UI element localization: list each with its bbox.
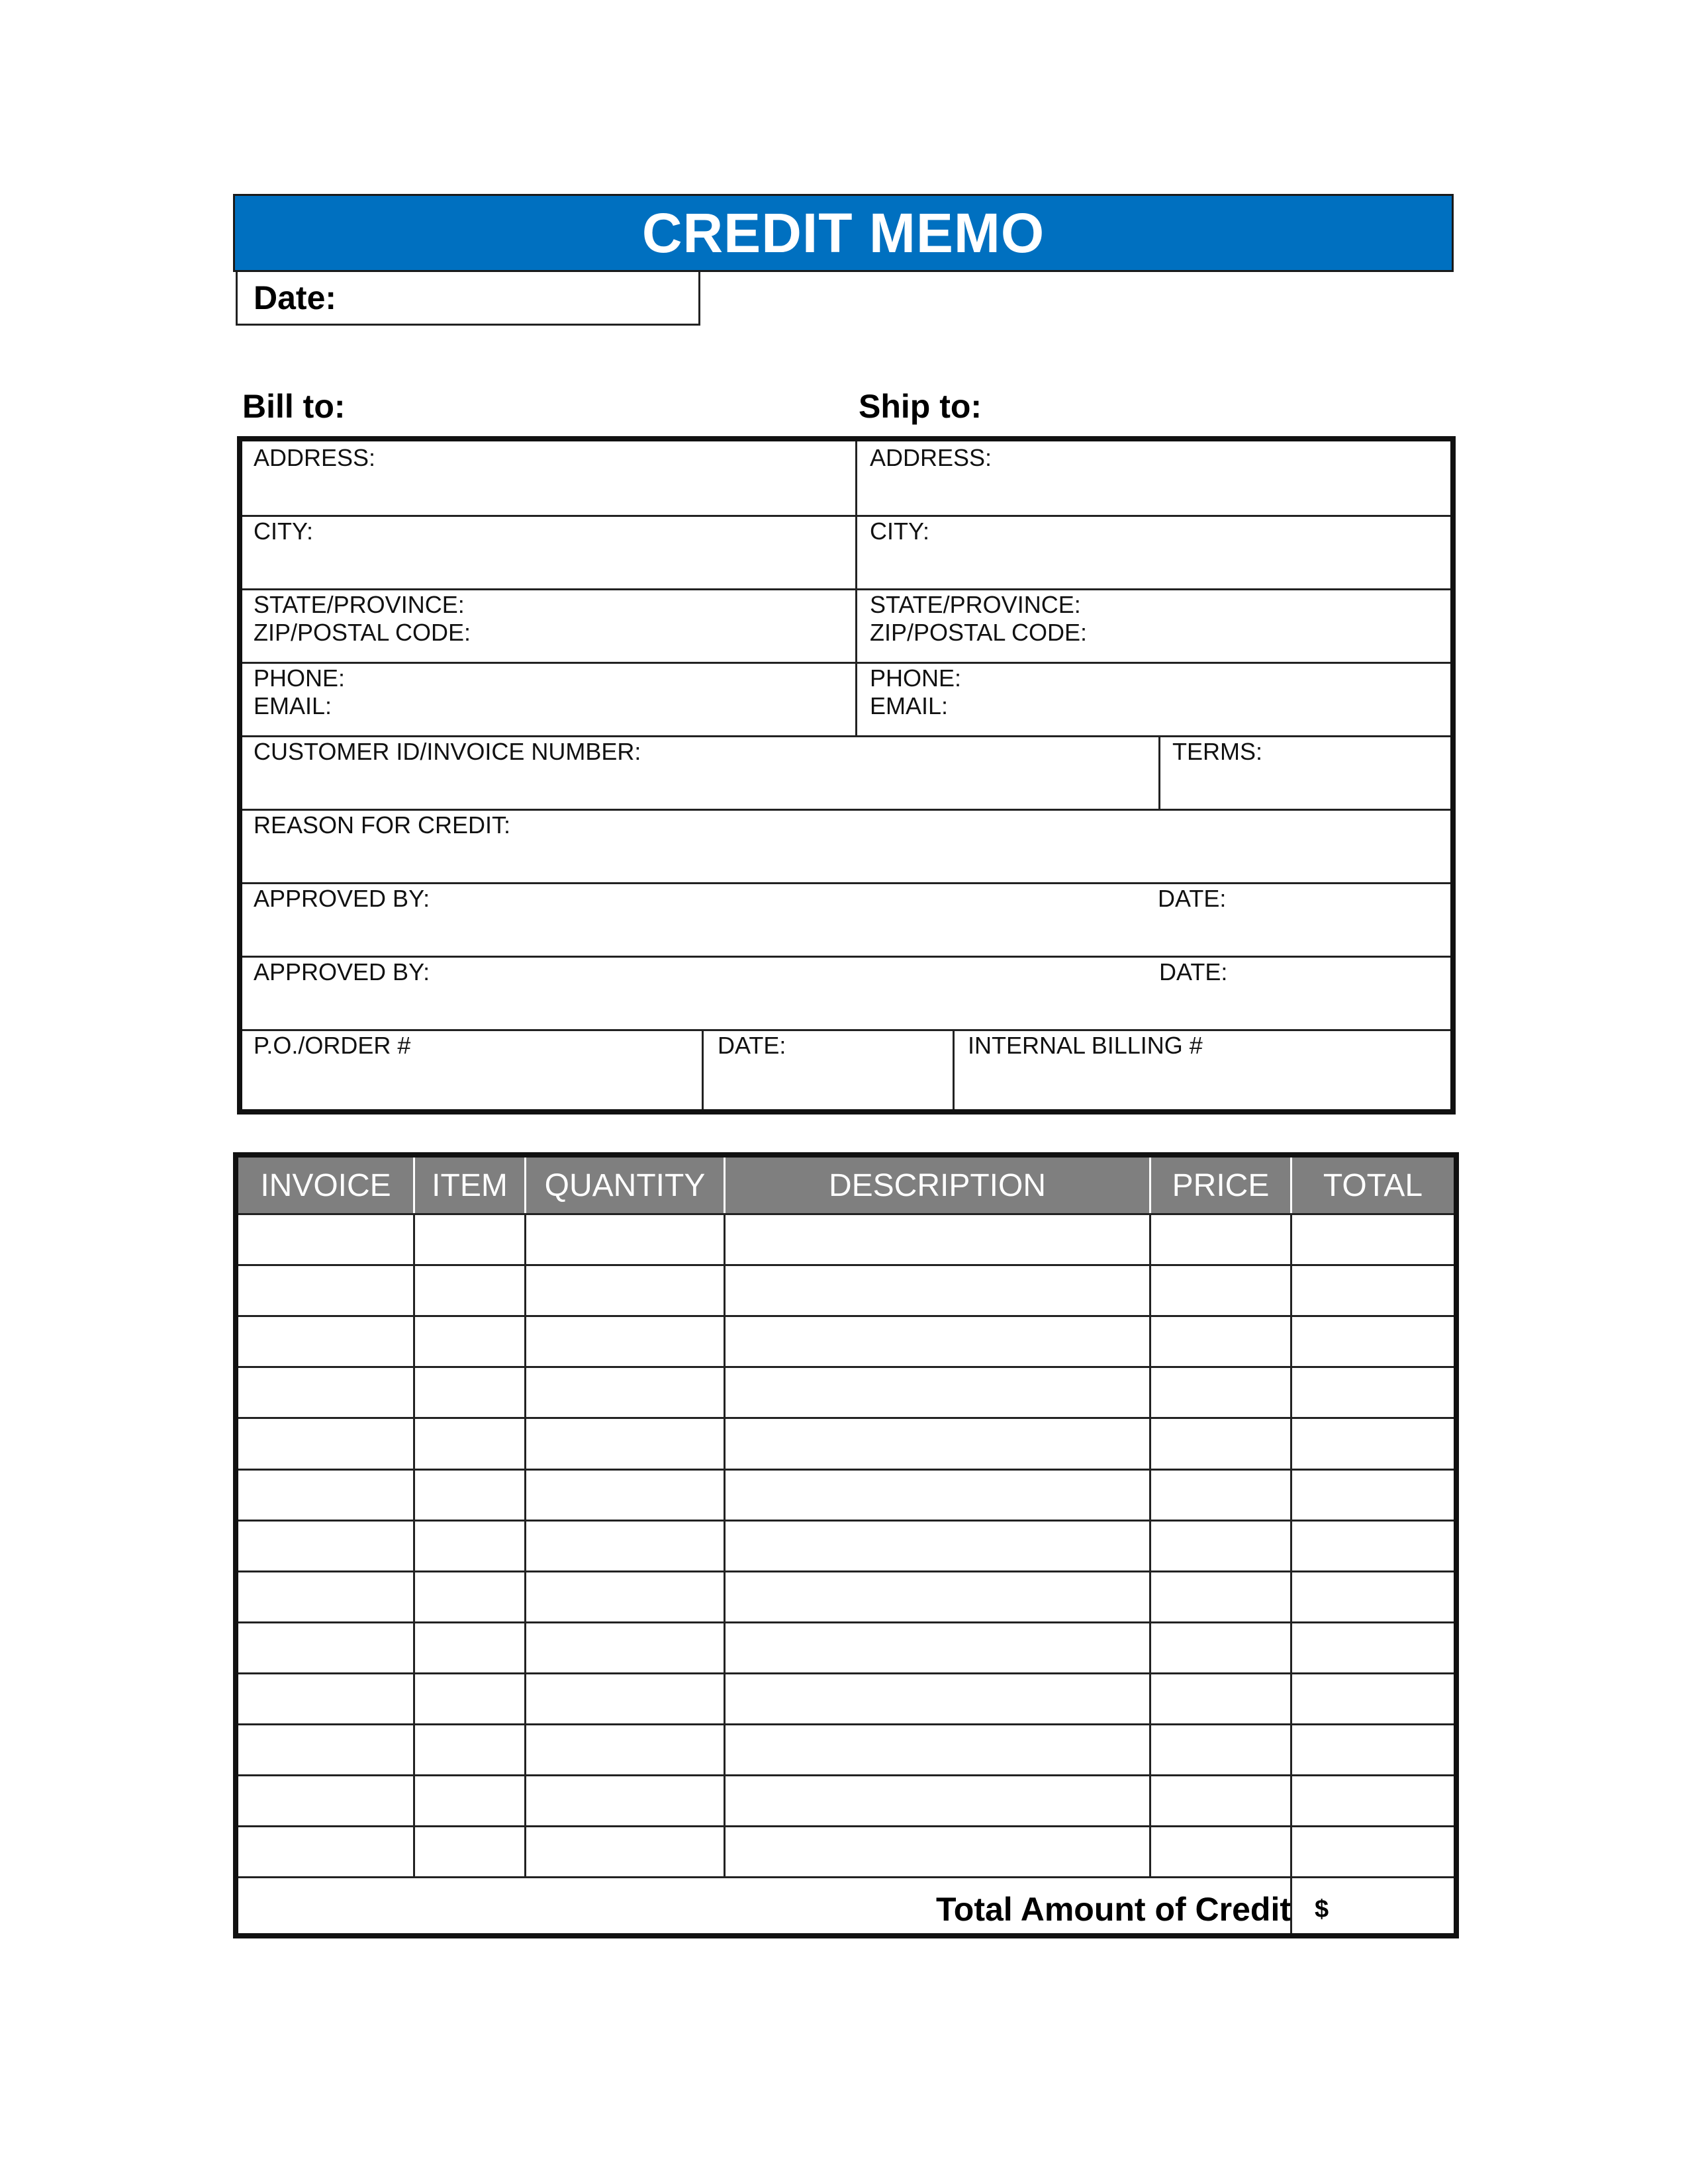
table-cell[interactable] xyxy=(526,1827,724,1876)
table-cell[interactable] xyxy=(415,1776,524,1825)
table-cell[interactable] xyxy=(238,1725,413,1774)
table-cell[interactable] xyxy=(415,1266,524,1315)
table-cell[interactable] xyxy=(415,1215,524,1264)
table-cell[interactable] xyxy=(238,1317,413,1366)
table-cell[interactable] xyxy=(526,1572,724,1621)
table-cell[interactable] xyxy=(238,1522,413,1570)
table-cell[interactable] xyxy=(1151,1419,1290,1468)
divider xyxy=(242,515,1450,517)
table-cell[interactable] xyxy=(526,1266,724,1315)
header-divider xyxy=(724,1158,726,1213)
table-cell[interactable] xyxy=(726,1215,1149,1264)
table-cell[interactable] xyxy=(726,1674,1149,1723)
table-cell[interactable] xyxy=(415,1368,524,1417)
table-cell[interactable] xyxy=(1292,1419,1454,1468)
table-cell[interactable] xyxy=(1151,1471,1290,1520)
divider xyxy=(855,441,857,735)
table-cell[interactable] xyxy=(1151,1522,1290,1570)
table-cell[interactable] xyxy=(526,1725,724,1774)
row-divider xyxy=(238,1876,1454,1878)
column-divider xyxy=(1290,1158,1292,1876)
ship-email-label: EMAIL: xyxy=(870,692,949,719)
table-cell[interactable] xyxy=(415,1827,524,1876)
table-cell[interactable] xyxy=(526,1522,724,1570)
column-header-quantity: QUANTITY xyxy=(544,1167,706,1203)
bill-phone-label: PHONE: xyxy=(254,664,346,692)
table-cell[interactable] xyxy=(726,1419,1149,1468)
divider xyxy=(1158,735,1160,809)
table-cell[interactable] xyxy=(526,1215,724,1264)
divider xyxy=(702,1029,704,1109)
table-cell[interactable] xyxy=(238,1266,413,1315)
column-divider xyxy=(1149,1158,1151,1876)
divider xyxy=(242,809,1450,811)
table-cell[interactable] xyxy=(1292,1623,1454,1672)
table-cell[interactable] xyxy=(415,1317,524,1366)
approved-by-label-2: APPROVED BY: xyxy=(254,958,430,985)
title-bar xyxy=(233,194,1454,272)
table-cell[interactable] xyxy=(1151,1266,1290,1315)
divider xyxy=(242,882,1450,884)
table-cell[interactable] xyxy=(1151,1215,1290,1264)
table-cell[interactable] xyxy=(726,1317,1149,1366)
bill-zip-label: ZIP/POSTAL CODE: xyxy=(254,619,471,646)
table-cell[interactable] xyxy=(1292,1827,1454,1876)
table-cell[interactable] xyxy=(415,1572,524,1621)
divider xyxy=(242,662,1450,664)
header-divider xyxy=(1290,1158,1292,1213)
approved-date-label-1: DATE: xyxy=(1158,885,1227,912)
table-cell[interactable] xyxy=(1292,1471,1454,1520)
table-cell[interactable] xyxy=(238,1572,413,1621)
table-cell[interactable] xyxy=(1151,1572,1290,1621)
total-amount-field[interactable]: $ xyxy=(1315,1895,1329,1923)
divider xyxy=(242,735,1450,737)
date-label: Date: xyxy=(254,279,337,316)
table-cell[interactable] xyxy=(238,1368,413,1417)
table-cell[interactable] xyxy=(526,1317,724,1366)
ship-zip-label: ZIP/POSTAL CODE: xyxy=(870,619,1088,646)
table-header xyxy=(238,1158,1454,1213)
table-cell[interactable] xyxy=(415,1522,524,1570)
table-cell[interactable] xyxy=(1151,1368,1290,1417)
ship-to-heading: Ship to: xyxy=(859,388,982,425)
table-cell[interactable] xyxy=(415,1623,524,1672)
table-cell[interactable] xyxy=(526,1419,724,1468)
table-cell[interactable] xyxy=(526,1776,724,1825)
table-cell[interactable] xyxy=(238,1827,413,1876)
table-cell[interactable] xyxy=(1292,1776,1454,1825)
table-cell[interactable] xyxy=(1292,1317,1454,1366)
table-cell[interactable] xyxy=(526,1623,724,1672)
table-cell[interactable] xyxy=(415,1419,524,1468)
table-cell[interactable] xyxy=(726,1725,1149,1774)
table-cell[interactable] xyxy=(726,1827,1149,1876)
ship-city-label: CITY: xyxy=(870,518,930,545)
divider xyxy=(242,956,1450,958)
reason-label: REASON FOR CREDIT: xyxy=(254,811,511,839)
table-cell[interactable] xyxy=(415,1471,524,1520)
page-title: CREDIT MEMO xyxy=(641,201,1045,264)
table-cell[interactable] xyxy=(726,1368,1149,1417)
table-cell[interactable] xyxy=(238,1419,413,1468)
bill-address-label: ADDRESS: xyxy=(254,444,376,471)
table-cell[interactable] xyxy=(1292,1368,1454,1417)
table-cell[interactable] xyxy=(526,1471,724,1520)
table-cell[interactable] xyxy=(1292,1522,1454,1570)
table-cell[interactable] xyxy=(415,1674,524,1723)
column-header-description: DESCRIPTION xyxy=(828,1167,1047,1203)
bill-state-label: STATE/PROVINCE: xyxy=(254,591,465,618)
date-field[interactable] xyxy=(236,272,700,326)
column-header-total: TOTAL xyxy=(1323,1167,1423,1203)
divider xyxy=(242,588,1450,590)
total-amount-label: Total Amount of Credit xyxy=(935,1891,1291,1928)
ship-address-label: ADDRESS: xyxy=(870,444,992,471)
table-cell[interactable] xyxy=(726,1266,1149,1315)
table-cell[interactable] xyxy=(238,1674,413,1723)
table-cell[interactable] xyxy=(238,1471,413,1520)
internal-billing-label: INTERNAL BILLING # xyxy=(968,1032,1203,1059)
table-cell[interactable] xyxy=(238,1623,413,1672)
column-header-item: ITEM xyxy=(432,1167,508,1203)
column-divider xyxy=(524,1158,526,1876)
po-date-label: DATE: xyxy=(718,1032,786,1059)
ship-state-label: STATE/PROVINCE: xyxy=(870,591,1081,618)
bill-city-label: CITY: xyxy=(254,518,314,545)
table-cell[interactable] xyxy=(415,1725,524,1774)
table-cell[interactable] xyxy=(1292,1572,1454,1621)
table-cell[interactable] xyxy=(1292,1215,1454,1264)
customer-id-label: CUSTOMER ID/INVOICE NUMBER: xyxy=(254,738,641,765)
bill-email-label: EMAIL: xyxy=(254,692,332,719)
table-cell[interactable] xyxy=(1292,1725,1454,1774)
divider xyxy=(953,1029,955,1109)
table-cell[interactable] xyxy=(526,1368,724,1417)
table-cell[interactable] xyxy=(1151,1827,1290,1876)
header-divider xyxy=(524,1158,526,1213)
table-cell[interactable] xyxy=(238,1215,413,1264)
header-divider xyxy=(1149,1158,1151,1213)
column-header-price: PRICE xyxy=(1172,1167,1270,1203)
items-table xyxy=(233,1152,1459,1938)
column-divider xyxy=(413,1158,415,1876)
table-cell[interactable] xyxy=(726,1776,1149,1825)
bill-to-heading: Bill to: xyxy=(242,388,346,425)
table-cell[interactable] xyxy=(726,1471,1149,1520)
approved-by-label-1: APPROVED BY: xyxy=(254,885,430,912)
table-cell[interactable] xyxy=(1151,1317,1290,1366)
table-cell[interactable] xyxy=(726,1572,1149,1621)
approved-date-label-2: DATE: xyxy=(1159,958,1228,985)
divider xyxy=(242,1029,1450,1031)
column-header-invoice: INVOICE xyxy=(260,1167,391,1203)
terms-label: TERMS: xyxy=(1172,738,1263,765)
address-info-box xyxy=(237,436,1456,1115)
table-cell[interactable] xyxy=(1151,1623,1290,1672)
ship-phone-label: PHONE: xyxy=(870,664,962,692)
po-order-label: P.O./ORDER # xyxy=(254,1032,411,1059)
table-cell[interactable] xyxy=(526,1674,724,1723)
column-divider xyxy=(724,1158,726,1876)
table-cell[interactable] xyxy=(726,1623,1149,1672)
table-cell[interactable] xyxy=(238,1776,413,1825)
table-cell[interactable] xyxy=(1292,1674,1454,1723)
header-divider xyxy=(413,1158,415,1213)
table-cell[interactable] xyxy=(1292,1266,1454,1315)
table-cell[interactable] xyxy=(1151,1776,1290,1825)
table-cell[interactable] xyxy=(726,1522,1149,1570)
table-cell[interactable] xyxy=(1151,1674,1290,1723)
table-cell[interactable] xyxy=(1151,1725,1290,1774)
